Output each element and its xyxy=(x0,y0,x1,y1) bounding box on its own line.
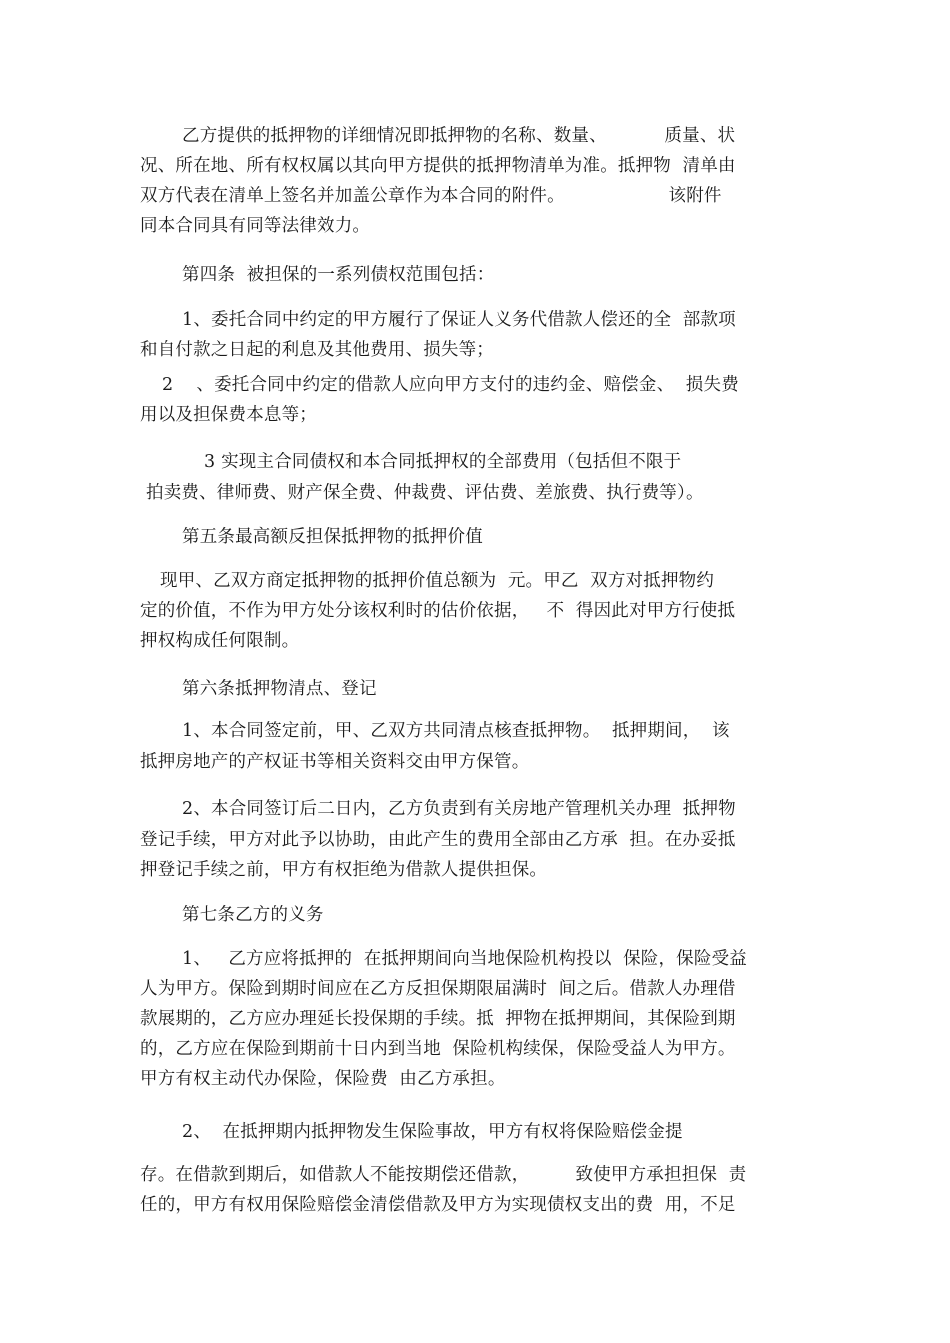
text-line: 双方代表在清单上签名并加盖公章作为本合同的附件。 该附件 xyxy=(140,186,722,206)
text-line: 3 实现主合同债权和本合同抵押权的全部费用（包括但不限于 xyxy=(204,452,682,472)
text-line: 款展期的，乙方应办理延长投保期的手续。抵 押物在抵押期间，其保险到期 xyxy=(140,1009,736,1029)
section-heading: 第五条最高额反担保抵押物的抵押价值 xyxy=(182,527,483,547)
text-line: 乙方提供的抵押物的详细情况即抵押物的名称、数量、 质量、状 xyxy=(182,126,736,146)
text-line: 押权构成任何限制。 xyxy=(140,631,300,651)
text-line: 况、所在地、所有权权属以其向甲方提供的抵押物清单为准。抵押物 清单由 xyxy=(140,156,736,176)
text-line: 押登记手续之前，甲方有权拒绝为借款人提供担保。 xyxy=(140,860,548,880)
text-line: 1、 乙方应将抵押的 在抵押期间向当地保险机构投以 保险，保险受益 xyxy=(182,949,747,969)
text-line: 现甲、乙双方商定抵押物的抵押价值总额为 元。甲乙 双方对抵押物约 xyxy=(160,571,715,591)
text-line: 同本合同具有同等法律效力。 xyxy=(140,216,371,236)
section-heading: 第六条抵押物清点、登记 xyxy=(182,679,377,699)
section-heading: 第七条乙方的义务 xyxy=(182,905,324,925)
text-line: 定的价值，不作为甲方处分该权利时的估价依据， 不 得因此对甲方行使抵 xyxy=(140,601,736,621)
text-line: 2 、委托合同中约定的借款人应向甲方支付的违约金、赔偿金、 损失费 xyxy=(162,375,739,395)
text-line: 拍卖费、律师费、财产保全费、仲裁费、评估费、差旅费、执行费等）。 xyxy=(146,483,704,503)
text-line: 甲方有权主动代办保险，保险费 由乙方承担。 xyxy=(140,1069,506,1089)
text-line: 1、委托合同中约定的甲方履行了保证人义务代借款人偿还的全 部款项 xyxy=(182,310,736,330)
text-line: 2、本合同签订后二日内，乙方负责到有关房地产管理机关办理 抵押物 xyxy=(182,799,736,819)
text-line: 和自付款之日起的利息及其他费用、损失等； xyxy=(140,340,494,360)
text-line: 2、 在抵押期内抵押物发生保险事故，甲方有权将保险赔偿金提 xyxy=(182,1122,683,1142)
text-line: 的，乙方应在保险到期前十日内到当地 保险机构续保，保险受益人为甲方。 xyxy=(140,1039,736,1059)
text-line: 任的，甲方有权用保险赔偿金清偿借款及甲方为实现债权支出的费 用，不足 xyxy=(140,1195,736,1215)
text-line: 用以及担保费本息等； xyxy=(140,405,317,425)
text-line: 存。在借款到期后，如借款人不能按期偿还借款， 致使甲方承担担保 责 xyxy=(140,1165,747,1185)
text-line: 1、本合同签定前，甲、乙双方共同清点核查抵押物。 抵押期间， 该 xyxy=(182,721,730,741)
text-line: 登记手续，甲方对此予以协助，由此产生的费用全部由乙方承 担。在办妥抵 xyxy=(140,830,736,850)
text-line: 抵押房地产的产权证书等相关资料交由甲方保管。 xyxy=(140,752,530,772)
section-heading: 第四条 被担保的一系列债权范围包括： xyxy=(182,265,495,285)
text-line: 人为甲方。保险到期时间应在乙方反担保期限届满时 间之后。借款人办理借 xyxy=(140,979,736,999)
